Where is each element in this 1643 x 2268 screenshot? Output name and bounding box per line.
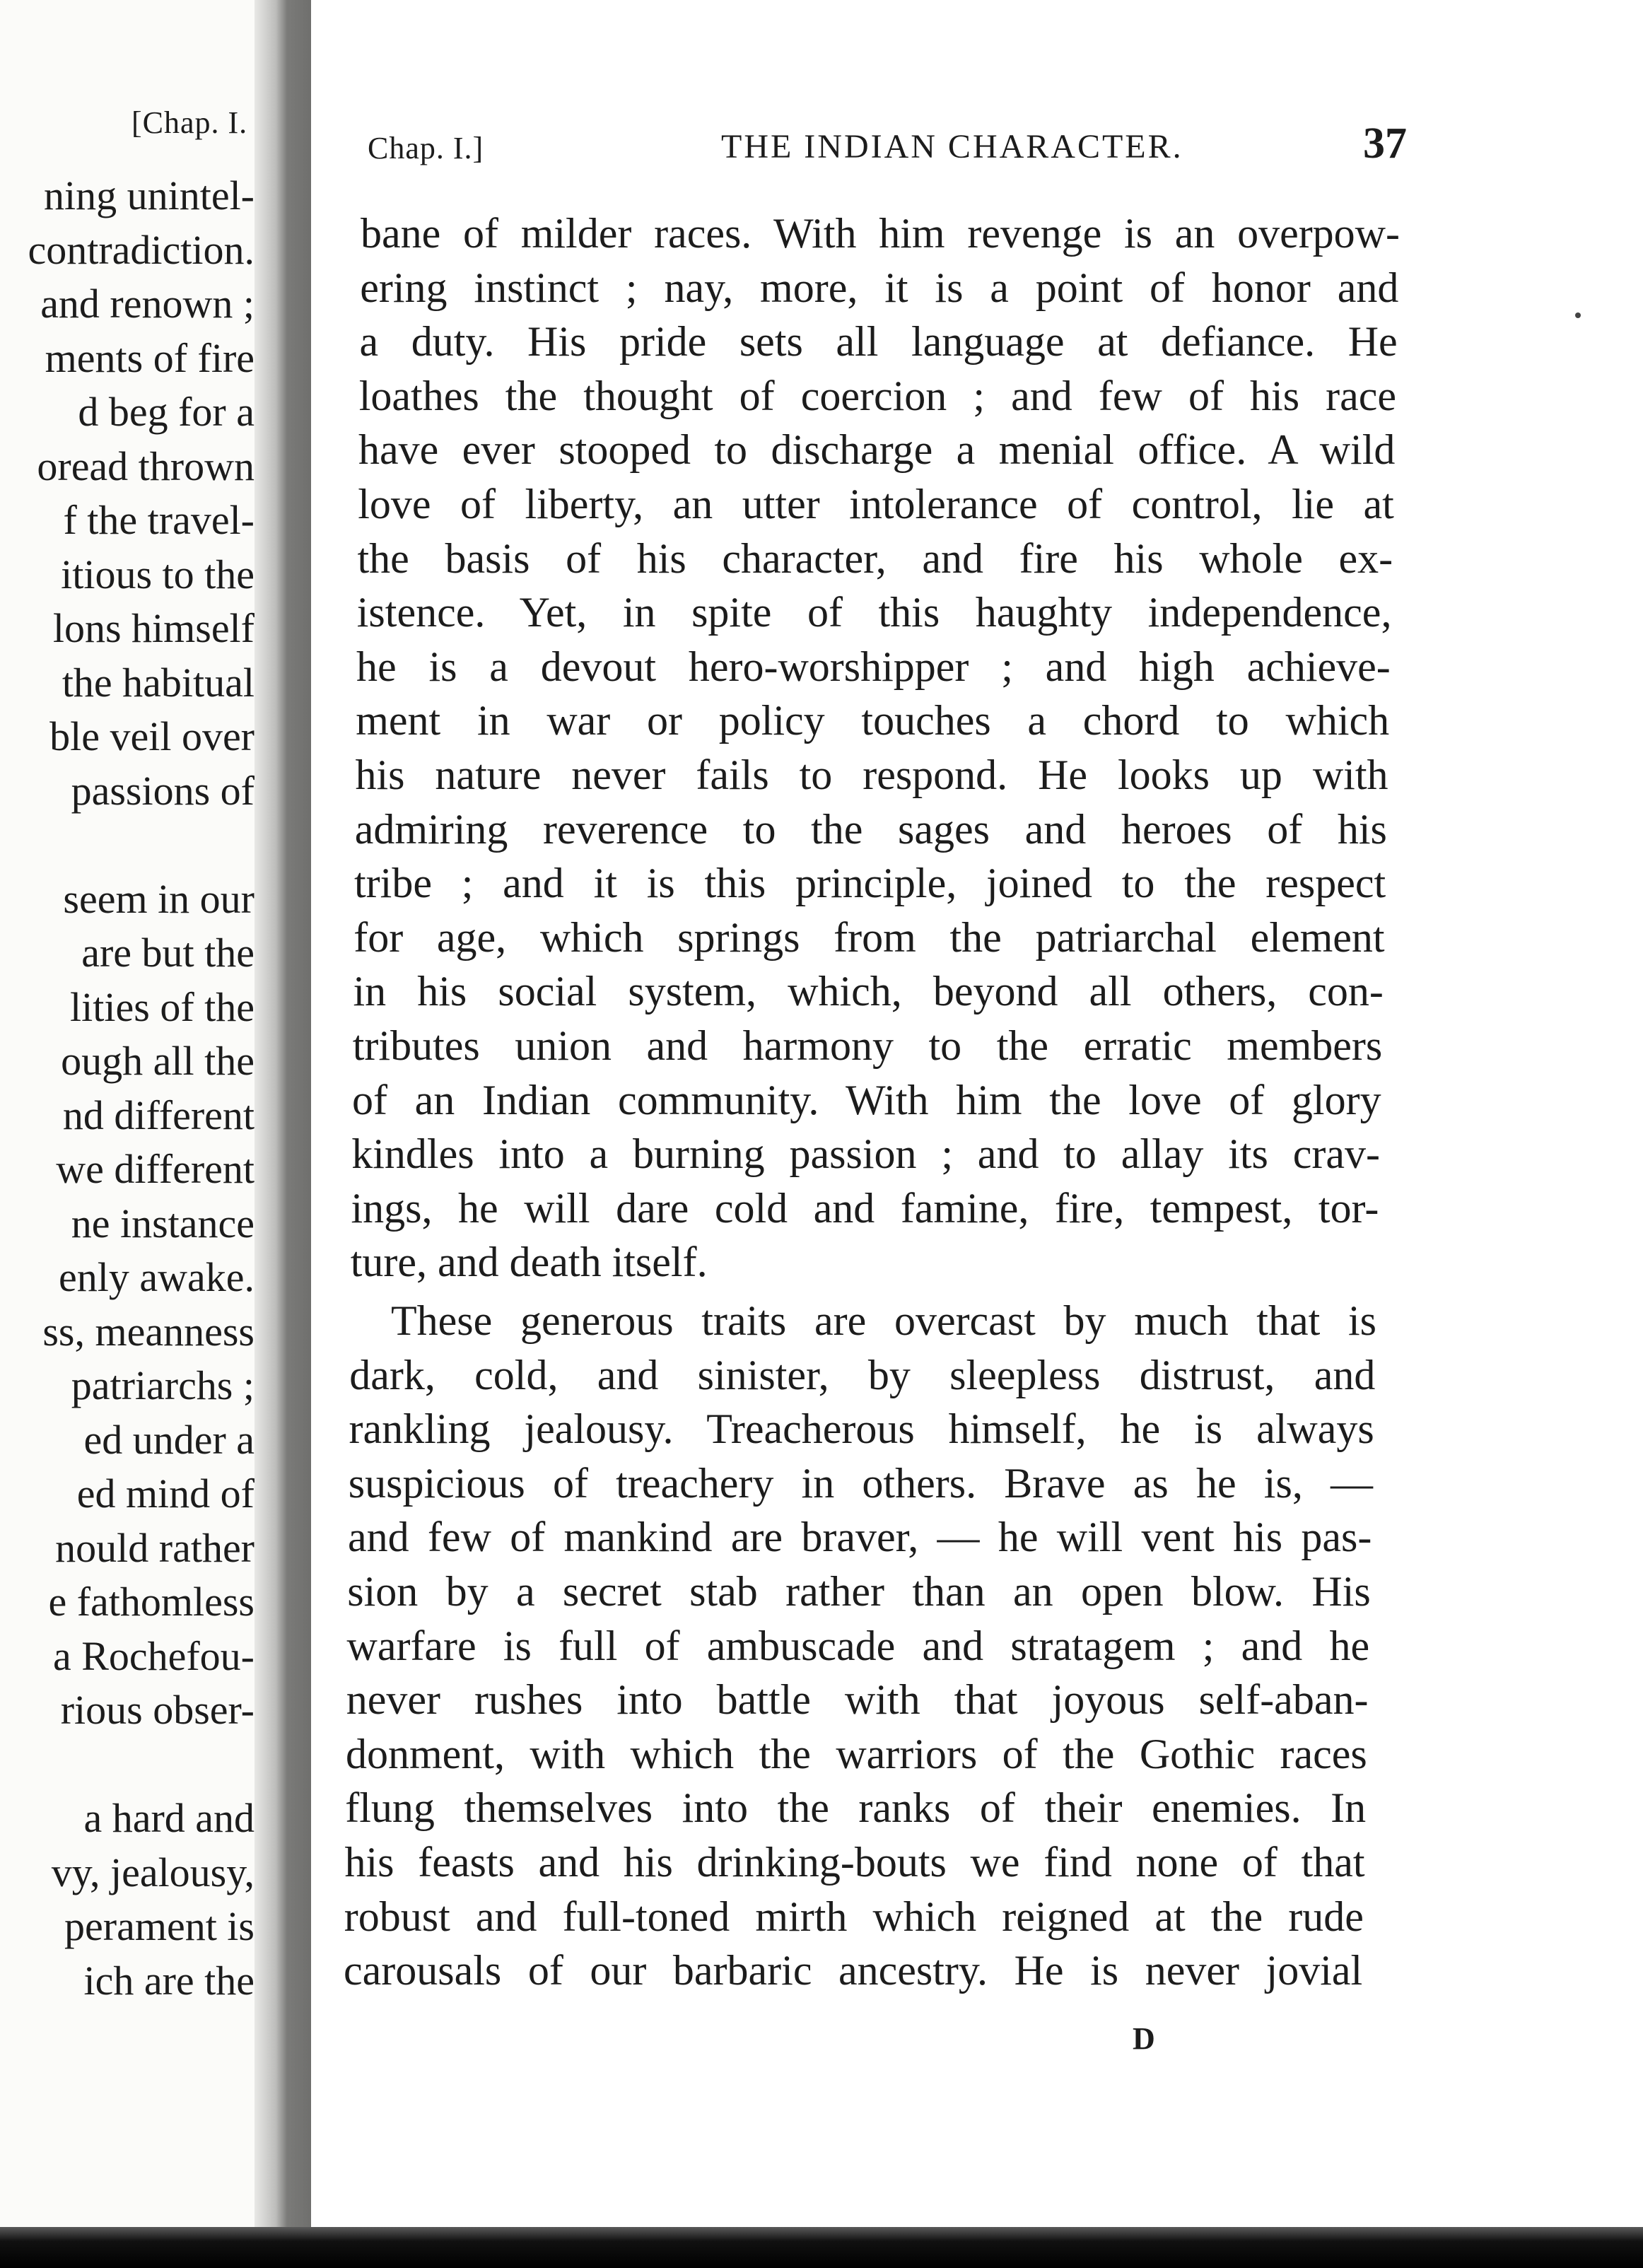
body-text-line: istence. Yet, in spite of this haughty independence,: [356, 589, 1392, 636]
body-text-line: sion by a secret stab rather than an open blow. His: [347, 1568, 1371, 1615]
body-text-line: tribe ; and it is this principle, joined to the respect: [354, 860, 1386, 907]
left-text-line: ments of fire: [45, 334, 255, 381]
running-head-title: THE INDIAN CHARACTER.: [721, 128, 1183, 165]
body-text-line: kindles into a burning passion ; and to allay its crav-: [351, 1130, 1380, 1178]
left-text-line: lities of the: [70, 983, 255, 1030]
left-text-line: nd different: [62, 1092, 255, 1138]
signature-mark: D: [1133, 2021, 1155, 2056]
left-text-line: the habitual: [62, 659, 255, 706]
body-text-line: suspicious of treachery in others. Brave as he is, —: [348, 1459, 1374, 1507]
left-text-line: ich are the: [83, 1957, 255, 2004]
left-text-line: are but the: [81, 930, 255, 976]
body-text-line: for age, which springs from the patriarchal element: [353, 913, 1385, 961]
left-text-line: perament is: [64, 1903, 255, 1949]
body-text-line: his nature never fails to respond. He looks up with: [355, 752, 1388, 798]
scan-bottom-edge: [0, 2227, 1643, 2268]
body-text-line: the basis of his character, and fire his whole ex-: [357, 534, 1393, 582]
left-text-line: ne instance: [71, 1200, 255, 1246]
body-text-line: ment in war or policy touches a chord to which: [356, 697, 1390, 744]
body-text-line: his feasts and his drinking-bouts we find none of that: [344, 1839, 1365, 1886]
dust-speck: [1575, 312, 1581, 318]
body-text-line: tributes union and harmony to the erratic members: [352, 1022, 1383, 1069]
body-text-line: loathes the thought of coercion ; and few of his race: [358, 372, 1397, 419]
left-text-line: a hard and: [83, 1795, 255, 1841]
left-text-line: ble veil over: [49, 713, 255, 759]
body-text-line: ture, and death itself.: [350, 1239, 708, 1286]
body-text-line: in his social system, which, beyond all others, con-: [353, 968, 1384, 1015]
left-text-line: enly awake.: [59, 1254, 255, 1300]
body-text-line: warfare is full of ambuscade and stratagem ; and he: [346, 1622, 1370, 1669]
body-text-line: of an Indian community. With him the love of glory: [352, 1076, 1381, 1123]
left-text-line: e fathomless: [48, 1579, 255, 1625]
left-text-line: oread thrown: [37, 443, 255, 489]
left-text-line: rious obser-: [60, 1687, 255, 1733]
running-head-chapter: Chap. I.]: [368, 131, 484, 165]
left-running-head: [Chap. I.: [131, 105, 248, 140]
left-text-line: seem in our: [63, 875, 255, 922]
body-text-line: admiring reverence to the sages and heroes of his: [354, 805, 1387, 853]
body-text-line: a duty. His pride sets all language at defiance. He: [359, 318, 1398, 366]
right-page: [311, 0, 1643, 2227]
body-text-line: dark, cold, and sinister, by sleepless distrust, and: [349, 1351, 1376, 1398]
left-text-line: f the travel-: [63, 497, 255, 543]
body-text-line: ering instinct ; nay, more, it is a point of honor and: [360, 264, 1399, 311]
left-text-line: passions of: [71, 767, 255, 814]
body-text-line: love of liberty, an utter intolerance of control, lie at: [358, 481, 1394, 527]
left-text-line: we different: [56, 1146, 255, 1192]
left-text-line: ough all the: [61, 1038, 255, 1084]
body-text-line: robust and full-toned mirth which reigned at the rude: [344, 1893, 1364, 1940]
left-text-line: ss, meanness: [42, 1308, 255, 1355]
left-page-fragment: [0, 0, 283, 2227]
body-text-line: ings, he will dare cold and famine, fire, tempest, tor-: [351, 1184, 1379, 1232]
left-text-line: ed mind of: [76, 1471, 255, 1516]
body-text-line: bane of milder races. With him revenge is an overpow-: [361, 210, 1400, 257]
body-text-line: rankling jealousy. Treacherous himself, he is always: [349, 1405, 1374, 1453]
body-text-line: and few of mankind are braver, — he will vent his pas-: [348, 1514, 1372, 1561]
body-text-line: never rushes into battle with that joyous self-aban-: [346, 1676, 1369, 1724]
left-text-line: d beg for a: [78, 389, 255, 435]
body-text-line: These generous traits are overcast by much that is: [391, 1297, 1376, 1344]
left-text-line: nould rather: [55, 1524, 255, 1571]
left-text-line: and renown ;: [40, 281, 255, 327]
body-text-line: have ever stooped to discharge a menial office. A wild: [358, 426, 1396, 474]
left-text-line: lons himself: [52, 605, 255, 651]
left-text-line: vy, jealousy,: [51, 1849, 255, 1895]
left-text-line: ning unintel-: [43, 173, 255, 218]
body-text-line: carousals of our barbaric ancestry. He is never jovial: [344, 1947, 1363, 1994]
body-text-line: he is a devout hero-worshipper ; and high achieve-: [356, 643, 1391, 690]
left-text-line: ed under a: [83, 1416, 255, 1463]
left-text-line: contradiction.: [28, 226, 255, 273]
body-text-line: donment, with which the warriors of the Gothic races: [346, 1730, 1367, 1777]
body-text-line: flung themselves into the ranks of their enemies. In: [345, 1784, 1367, 1832]
running-head: [368, 119, 1407, 174]
left-text-line: a Rochefou-: [52, 1632, 255, 1679]
left-text-line: itious to the: [61, 551, 255, 597]
page-number: 37: [1363, 119, 1407, 168]
left-text-line: patriarchs ;: [71, 1362, 255, 1408]
